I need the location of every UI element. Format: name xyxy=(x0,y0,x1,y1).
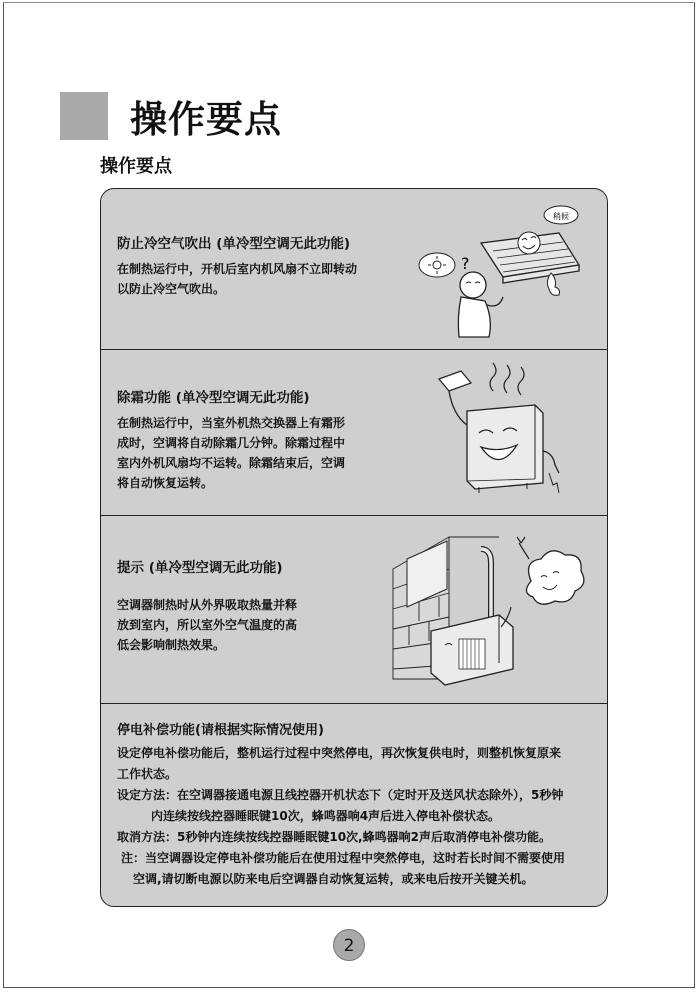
section-2-line: 在制热运行中，当室外机热交换器上有霜形 xyxy=(117,416,346,430)
power-line: 设定方法：在空调器接通电源且线控器开机状态下（定时开及送风状态除外），5秒钟 xyxy=(117,788,564,802)
section-divider xyxy=(101,703,607,704)
section-divider xyxy=(101,515,607,516)
power-line: 取消方法：5秒钟内连续按线控器睡眠键10次,蜂鸣器响2声后取消停电补偿功能。 xyxy=(117,830,551,844)
wait-bubble-text: 稍候 xyxy=(553,212,569,221)
section-3-body xyxy=(117,595,297,655)
page-title: 操作要点 xyxy=(130,98,282,141)
section-3-heading: 提示 (单冷型空调无此功能) xyxy=(117,560,283,576)
section-2-line: 将自动恢复运转。 xyxy=(117,476,214,490)
section-3-line: 空调器制热时从外界吸取热量并释 xyxy=(117,598,298,612)
svg-text:?: ? xyxy=(461,254,470,273)
title-block xyxy=(60,92,108,140)
section-3-line: 低会影响制热效果。 xyxy=(117,638,226,652)
section-2-body xyxy=(117,413,345,493)
section-1-line: 在制热运行中，开机后室内机风扇不立即转动 xyxy=(117,262,358,276)
page-subtitle: 操作要点 xyxy=(100,156,172,177)
power-line: 设定停电补偿功能后，整机运行过程中突然停电，再次恢复供电时，则整机恢复原来 xyxy=(117,746,562,760)
page-number: 2 xyxy=(333,929,365,961)
section-1-body xyxy=(117,259,357,299)
section-2-heading: 除霜功能 (单冷型空调无此功能) xyxy=(117,390,310,406)
power-line: 工作状态。 xyxy=(117,767,178,781)
power-note-line: 注：当空调器设定停电补偿功能后在使用过程中突然停电，这时若长时间不需要使用 xyxy=(121,851,566,865)
power-heading: 停电补偿功能(请根据实际情况使用) xyxy=(117,723,324,738)
power-line: 内连续按线控器睡眠键10次，蜂鸣器响4声后进入停电补偿状态。 xyxy=(151,809,501,823)
outdoor-weather-illustration xyxy=(389,529,589,689)
indoor-unit-illustration xyxy=(411,201,591,341)
section-divider xyxy=(101,349,607,350)
content-panel xyxy=(100,188,608,907)
section-2-line: 成时，空调将自动除霜几分钟。除霜过程中 xyxy=(117,436,346,450)
section-1-heading: 防止冷空气吹出 (单冷型空调无此功能) xyxy=(117,236,351,252)
section-3-line: 放到室内，所以室外空气温度的高 xyxy=(117,618,298,632)
section-1-line: 以防止冷空气吹出。 xyxy=(117,282,226,296)
power-note-line: 空调,请切断电源以防来电后空调器自动恢复运转，或来电后按开关键关机。 xyxy=(133,872,534,886)
outdoor-unit-illustration xyxy=(431,361,571,501)
section-2-line: 室内外机风扇均不运转。除霜结束后，空调 xyxy=(117,456,346,470)
